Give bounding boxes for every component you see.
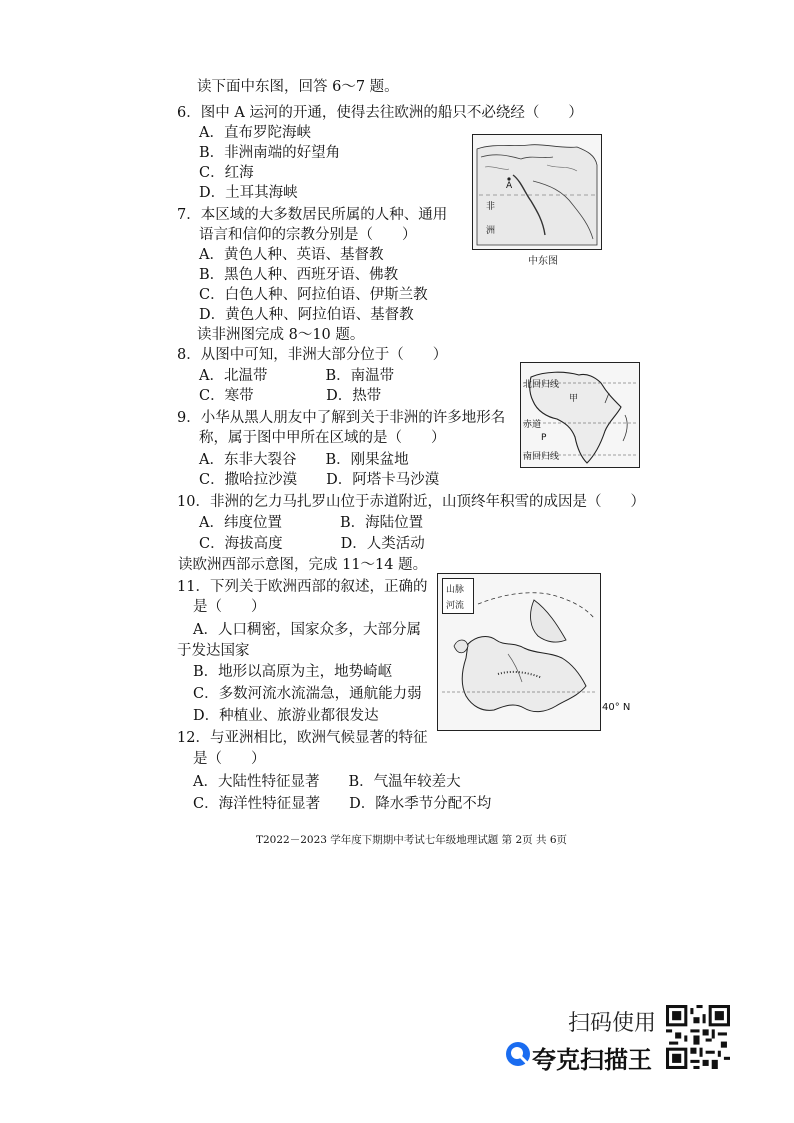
question-9-cont: 称，属于图中甲所在区域的是（ ） bbox=[199, 430, 446, 446]
question-11-cont: 是（ ） bbox=[193, 599, 266, 615]
question-8-options-ab: A．北温带 B．南温带 bbox=[199, 368, 395, 384]
question-12: 12．与亚洲相比，欧洲气候显著的特征 bbox=[177, 730, 428, 746]
europe-legend bbox=[442, 578, 474, 614]
question-6-option-c: C．红海 bbox=[199, 165, 254, 181]
mideast-label-a: A bbox=[506, 181, 513, 191]
question-10-options-cd: C．海拔高度 D．人类活动 bbox=[199, 536, 425, 552]
europe-legend-river: 河流 bbox=[446, 601, 465, 611]
mideast-label-africa-2: 洲 bbox=[486, 226, 496, 236]
europe-legend-mountain: 山脉 bbox=[446, 585, 465, 595]
africa-label-jia: 甲 bbox=[569, 394, 579, 404]
question-12-options-cd: C．海洋性特征显著 D．降水季节分配不均 bbox=[193, 796, 492, 812]
question-11-option-a-cont: 于发达国家 bbox=[177, 643, 250, 659]
question-12-cont: 是（ ） bbox=[193, 751, 266, 767]
intro-africa: 读非洲图完成 8～10 题。 bbox=[197, 327, 365, 343]
app-name: 夸克扫描王 bbox=[532, 1046, 652, 1074]
question-7-option-a: A．黄色人种、英语、基督教 bbox=[199, 247, 384, 263]
africa-label-equator: 赤道 bbox=[523, 420, 542, 430]
question-6-option-b: B．非洲南端的好望角 bbox=[199, 145, 341, 161]
question-7-option-c: C．白色人种、阿拉伯语、伊斯兰教 bbox=[199, 287, 428, 303]
africa-label-tropic-north: 北回归线 bbox=[523, 380, 560, 390]
question-8-options-cd: C．寒带 D．热带 bbox=[199, 388, 382, 404]
question-7-option-b: B．黑色人种、西班牙语、佛教 bbox=[199, 267, 399, 283]
question-7: 7．本区域的大多数居民所属的人种、通用 bbox=[177, 207, 448, 223]
question-9-options-cd: C．撒哈拉沙漠 D．阿塔卡马沙漠 bbox=[199, 472, 440, 488]
europe-latitude-label: 40° N bbox=[602, 702, 631, 713]
intro-mideast: 读下面中东图，回答 6～7 题。 bbox=[197, 79, 399, 95]
question-11: 11．下列关于欧洲西部的叙述，正确的 bbox=[177, 579, 428, 595]
scan-label: 扫码使用 bbox=[568, 1011, 657, 1036]
intro-europe: 读欧洲西部示意图，完成 11～14 题。 bbox=[178, 557, 428, 573]
question-8: 8．从图中可知，非洲大部分位于（ ） bbox=[177, 347, 448, 363]
africa-label-tropic-south: 南回归线 bbox=[523, 452, 560, 462]
question-9-options-ab: A．东非大裂谷 B．刚果盆地 bbox=[199, 452, 409, 468]
mideast-label-africa-1: 非 bbox=[486, 202, 496, 212]
question-6-option-a: A．直布罗陀海峡 bbox=[199, 125, 311, 141]
mideast-map-caption: 中东图 bbox=[528, 256, 558, 267]
question-10: 10．非洲的乞力马扎罗山位于赤道附近，山顶终年积雪的成因是（ ） bbox=[177, 494, 645, 510]
qr-code-icon[interactable] bbox=[666, 1005, 730, 1069]
question-6: 6．图中 A 运河的开通，使得去往欧洲的船只不必绕经（ ） bbox=[177, 105, 583, 121]
quark-logo-icon bbox=[505, 1041, 531, 1067]
mideast-map bbox=[472, 134, 602, 250]
africa-map bbox=[520, 362, 640, 468]
question-7-option-d: D．黄色人种、阿拉伯语、基督教 bbox=[199, 307, 414, 323]
africa-label-p: P bbox=[541, 433, 547, 443]
page-footer: T2022－2023 学年度下期期中考试七年级地理试题 第 2页 共 6页 bbox=[256, 834, 567, 846]
question-7-cont: 语言和信仰的宗教分别是（ ） bbox=[199, 227, 417, 243]
question-12-options-ab: A．大陆性特征显著 B．气温年较差大 bbox=[193, 774, 461, 790]
question-10-options-ab: A．纬度位置 B．海陆位置 bbox=[199, 515, 424, 531]
question-11-option-c: C．多数河流水流湍急，通航能力弱 bbox=[193, 686, 422, 702]
question-11-option-a: A．人口稠密，国家众多，大部分属 bbox=[193, 622, 421, 638]
question-6-option-d: D．土耳其海峡 bbox=[199, 185, 298, 201]
question-11-option-d: D．种植业、旅游业都很发达 bbox=[193, 708, 379, 724]
question-11-option-b: B．地形以高原为主，地势崎岖 bbox=[193, 664, 393, 680]
europe-map bbox=[437, 573, 601, 731]
question-9: 9．小华从黑人朋友中了解到关于非洲的许多地形名 bbox=[177, 410, 506, 426]
